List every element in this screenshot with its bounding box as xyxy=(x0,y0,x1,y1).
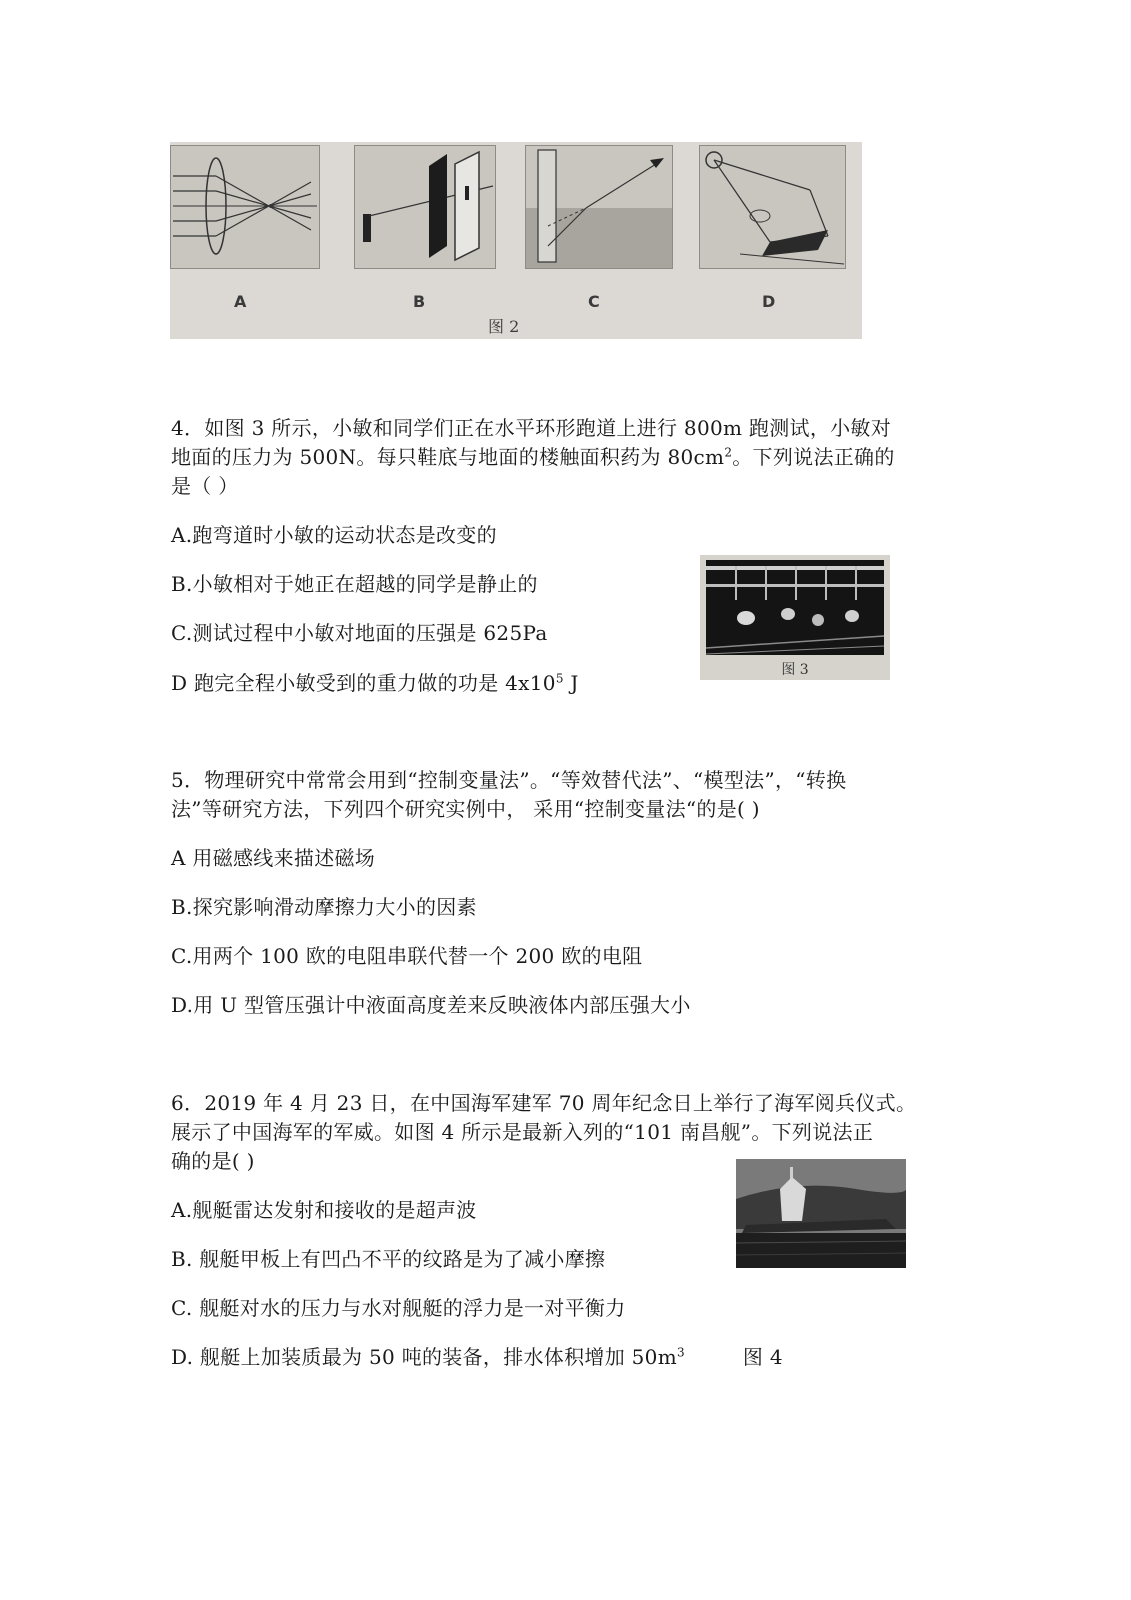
q5-stem-line-1: 5．物理研究中常常会用到“控制变量法”。“等效替代法”、“模型法”，“转换 xyxy=(171,768,847,792)
q6-stem-line-1: 6．2019 年 4 月 23 日，在中国海军建军 70 周年纪念日上举行了海军阅兵仪式。 xyxy=(171,1091,917,1115)
q6-option-b: B. 舰艇甲板上有凹凸不平的纹路是为了减小摩擦 xyxy=(171,1247,606,1271)
q6-option-d xyxy=(171,1344,783,1370)
q4-option-d-unit: J xyxy=(563,671,579,695)
q4-option-d xyxy=(171,670,579,696)
q6-stem-line-2: 展示了中国海军的军威。如图 4 所示是最新入列的“101 南昌舰”。下列说法正 xyxy=(171,1120,874,1144)
q5-stem-line-2: 法”等研究方法，下列四个研究实例中， 采用“控制变量法“的是( ) xyxy=(171,797,760,821)
q6-stem-line-3: 确的是( ) xyxy=(171,1149,255,1173)
q4-work-exponent: 5 xyxy=(555,671,564,686)
figure-2-label-c: C xyxy=(588,292,600,311)
q4-option-d-text: D 跑完全程小敏受到的重力做的功是 4x10 xyxy=(171,671,556,695)
q5-option-b: B.探究影响滑动摩擦力大小的因素 xyxy=(171,895,477,919)
q5-option-d: D.用 U 型管压强计中液面高度差来反映液体内部压强大小 xyxy=(171,993,691,1017)
q6-volume-exponent: 3 xyxy=(676,1345,685,1360)
figure-2-caption: 图 2 xyxy=(488,317,520,336)
q4-stem-line-2 xyxy=(171,444,895,470)
q4-option-b: B.小敏相对于她正在超越的同学是静止的 xyxy=(171,572,538,596)
q4-area-exponent: 2 xyxy=(724,445,733,460)
q5-option-a: A 用磁感线来描述磁场 xyxy=(171,846,376,870)
figure-2-label-a: A xyxy=(234,292,247,311)
q6-option-a: A.舰艇雷达发射和接收的是超声波 xyxy=(171,1198,477,1222)
figure-4-caption: 图 4 xyxy=(742,1345,783,1369)
figure-4-photo-warship xyxy=(736,1159,906,1268)
figure-2-panel-a-lens xyxy=(170,145,320,269)
figure-2-label-b: B xyxy=(413,292,426,311)
figure-2-panel-b-screens xyxy=(354,145,496,269)
q4-option-a: A.跑弯道时小敏的运动状态是改变的 xyxy=(171,523,497,547)
figure-2-panel-c-refraction xyxy=(525,145,673,269)
q4-option-c: C.测试过程中小敏对地面的压强是 625Pa xyxy=(171,621,548,645)
q4-stem-line-3: 是（ ） xyxy=(171,474,239,498)
figure-2-label-d: D xyxy=(762,292,776,311)
figure-2-panel-d-reflection xyxy=(699,145,846,269)
q4-stem-line-2-text: 地面的压力为 500N。每只鞋底与地面的楼触面积药为 80cm xyxy=(171,445,725,469)
q4-stem-line-1: 4．如图 3 所示，小敏和同学们正在水平环形跑道上进行 800m 跑测试，小敏对 xyxy=(171,416,892,440)
q4-stem-line-2-end: 。下列说法正确的 xyxy=(732,445,895,469)
q6-option-d-text: D. 舰艇上加装质最为 50 吨的装备，排水体积增加 50m xyxy=(171,1345,677,1369)
figure-2 xyxy=(170,142,862,339)
figure-3 xyxy=(700,555,890,680)
figure-3-photo-runners xyxy=(706,560,884,655)
figure-3-caption: 图 3 xyxy=(781,662,809,678)
q5-option-c: C.用两个 100 欧的电阻串联代替一个 200 欧的电阻 xyxy=(171,944,643,968)
q6-option-c: C. 舰艇对水的压力与水对舰艇的浮力是一对平衡力 xyxy=(171,1296,626,1320)
